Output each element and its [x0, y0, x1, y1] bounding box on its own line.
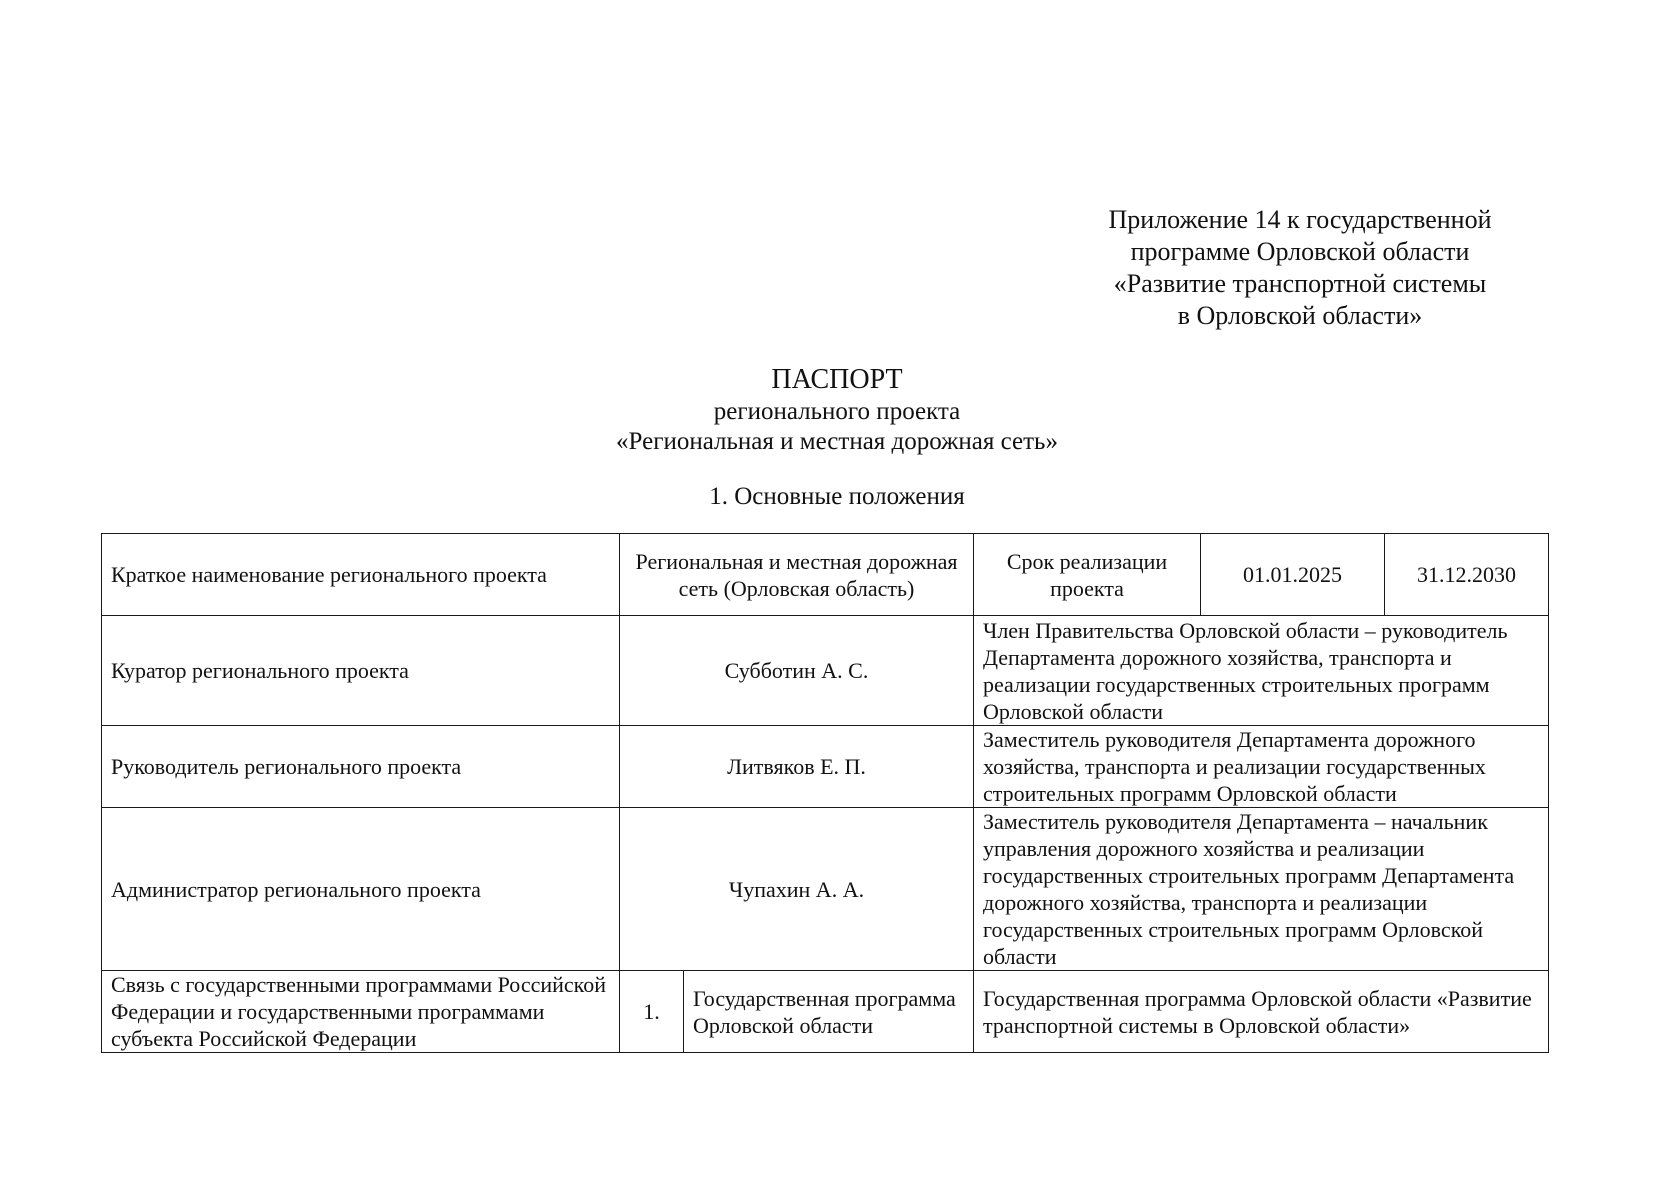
section-heading: 1. Основные положения [709, 483, 965, 510]
program-link-label: Связь с государственными программами Российской Федерации и государственными программами субъекта Российской Федерации [102, 971, 620, 1053]
short-name-value: Региональная и местная дорожная сеть (Орловская область) [620, 534, 974, 616]
appendix-line: «Развитие транспортной системы [1113, 269, 1487, 298]
appendix-line: программе Орловской области [1130, 237, 1470, 266]
project-name: «Региональная и местная дорожная сеть» [616, 428, 1058, 455]
program-number: 1. [620, 971, 684, 1053]
administrator-label: Администратор регионального проекта [102, 808, 620, 971]
table-row [102, 808, 1549, 971]
term-label: Срок реализации проекта [974, 534, 1201, 616]
table-row [102, 971, 1549, 1053]
head-name: Литвяков Е. П. [620, 726, 974, 808]
head-label: Руководитель регионального проекта [102, 726, 620, 808]
administrator-name: Чупахин А. А. [620, 808, 974, 971]
program-type: Государственная программа Орловской области [684, 971, 974, 1053]
main-provisions-table [101, 533, 1549, 1053]
head-position: Заместитель руководителя Департамента дорожного хозяйства, транспорта и реализации государственных строительных программ Орловской области [974, 726, 1549, 808]
end-date: 31.12.2030 [1385, 534, 1549, 616]
program-name: Государственная программа Орловской области «Развитие транспортной системы в Орловской области» [974, 971, 1549, 1053]
appendix-line: в Орловской области» [1177, 301, 1423, 330]
passport-subtitle: регионального проекта [713, 398, 961, 425]
curator-position: Член Правительства Орловской области – руководитель Департамента дорожного хозяйства, транспорта и реализации государственных строительных программ Орловской области [974, 616, 1549, 726]
short-name-label: Краткое наименование регионального проекта [102, 534, 620, 616]
administrator-position: Заместитель руководителя Департамента – начальник управления дорожного хозяйства и реализации государственных строительных программ Департамента дорожного хозяйства, транспорта и реализации государственных строительных программ Орловской области [974, 808, 1549, 971]
table-row [102, 616, 1549, 726]
curator-label: Куратор регионального проекта [102, 616, 620, 726]
start-date: 01.01.2025 [1201, 534, 1385, 616]
table-row [102, 534, 1549, 616]
appendix-line: Приложение 14 к государственной [1108, 205, 1492, 234]
appendix-header [1090, 204, 1510, 332]
passport-title: ПАСПОРТ [771, 364, 903, 395]
curator-name: Субботин А. С. [620, 616, 974, 726]
table-row [102, 726, 1549, 808]
